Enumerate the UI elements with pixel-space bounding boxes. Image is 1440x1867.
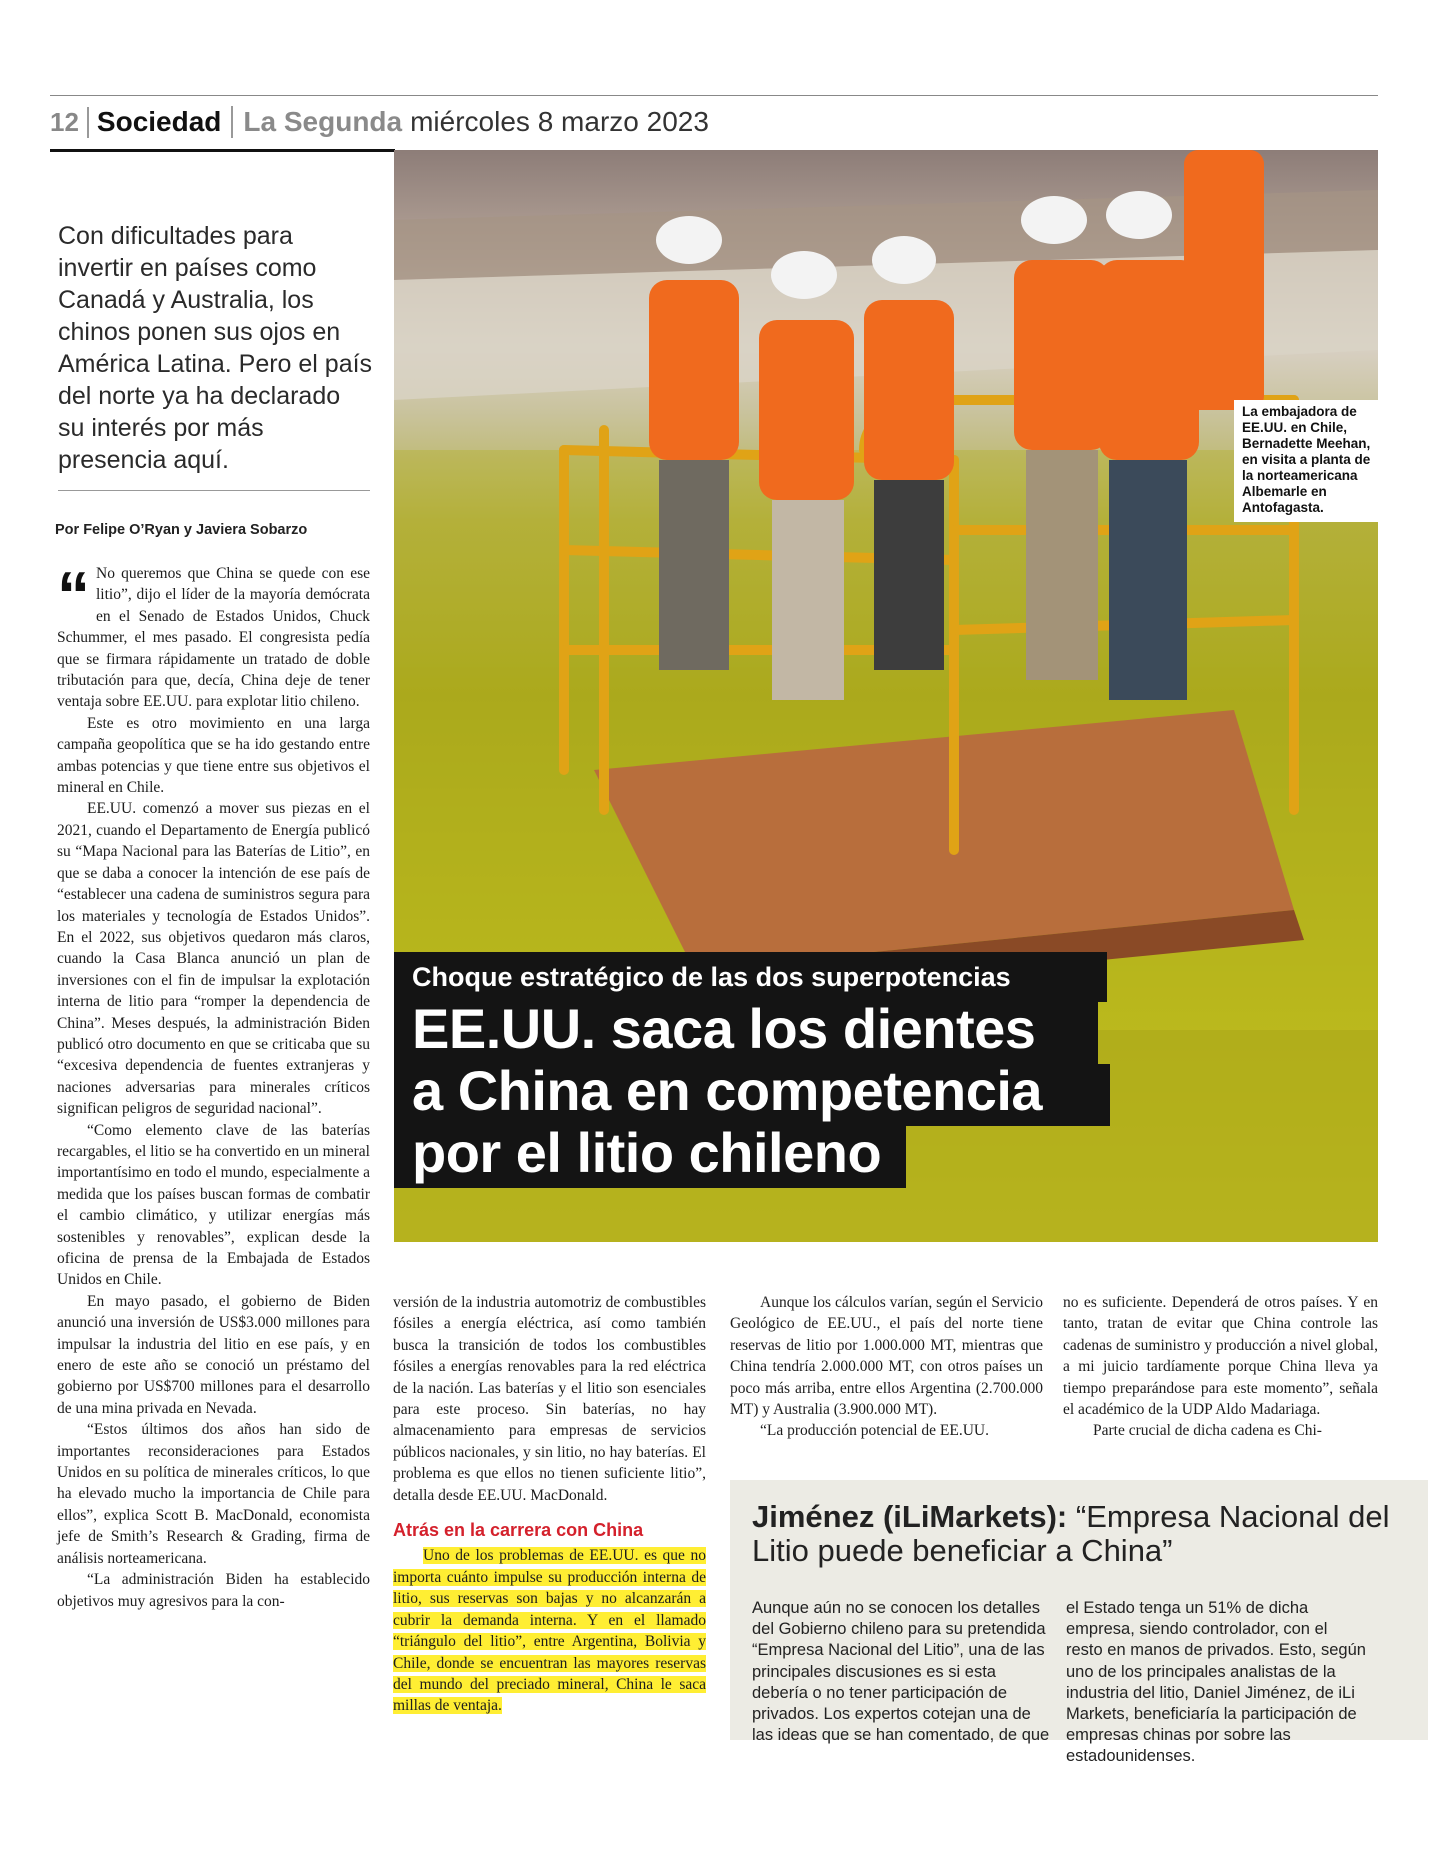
newspaper-name: La Segunda — [243, 106, 403, 137]
paragraph: “Estos últimos dos años han sido de importantes reconsideraciones para Estados Unidos en su política de minerales críticos, lo que ha elevado mucho la importancia de Chile para ellos”, explica Scott B. MacDonald, economista jefe de Smith’s Research & Grading, firma de análisis norteamericana. — [57, 1421, 370, 1567]
paragraph: “Como elemento clave de las baterías recargables, el litio se ha convertido en un mineral importantísimo en todo el mundo, especialmente a medida que los países buscan formas de combatir el cambio climático, y utilizar energías más sostenibles y renovables”, explican desde la oficina de prensa de la Embajada de Estados Unidos en Chile. — [57, 1121, 370, 1289]
page-number: 12 — [50, 107, 89, 138]
page-header — [50, 100, 709, 144]
section-name: Sociedad — [97, 106, 233, 138]
highlight: Uno de los problemas de EE.UU. es que no importa cuánto impulse su producción interna de litio, sus reservas son bajas y no alcanzarán a cubrir la demanda interna. Y en el llamado “triángulo del litio”, entre Argentina, Bolivia y Chile, donde se encuentran las mayores reservas del mundo del preciado mineral, China le saca millas de ventaja. — [393, 1547, 706, 1715]
top-rule — [50, 95, 1378, 96]
article-deck: Con dificultades para invertir en países como Canadá y Australia, los chinos ponen sus ojos en América Latina. Pero el país del norte ya ha declarado su interés por más presencia aquí. — [58, 222, 373, 474]
sidebar-title — [752, 1500, 1412, 1568]
sidebar-title-quote: “Empresa Nacional del Litio puede beneficiar a China” — [752, 1499, 1390, 1568]
sidebar-column-2: el Estado tenga un 51% de dicha empresa, siendo controlador, con el resto en manos de privados. Esto, según uno de los principales analistas de la industria del litio, Daniel Jiménez, de iLi Markets, beneficiaría la participación de empresas chinas por sobre las estadounidenses. — [1066, 1599, 1366, 1766]
body-column-3 — [730, 1292, 1043, 1442]
kicker-text: Choque estratégico de las dos superpotencias — [412, 962, 1011, 992]
paragraph: “La producción potencial de EE.UU. — [760, 1422, 989, 1440]
issue-date: miércoles 8 marzo 2023 — [410, 106, 709, 137]
dropcap-quote: “ — [57, 558, 90, 632]
body-column-1 — [57, 558, 370, 1612]
paragraph: no es suficiente. Dependerá de otros países. Y en tanto, tratan de evitar que China controle las cadenas de suministro y producción a nivel global, a mi juicio tardíamente porque China lleva ya tiempo preparándose para este momento”, señala el académico de la UDP Aldo Madariaga. — [1063, 1294, 1378, 1419]
headline-line-3: por el litio chileno — [412, 1121, 882, 1184]
byline: Por Felipe O’Ryan y Javiera Sobarzo — [55, 522, 308, 538]
photo-caption: La embajadora de EE.UU. en Chile, Bernadette Meehan, en visita a planta de la norteamericana Albemarle en Antofagasta. — [1234, 400, 1382, 522]
body-column-2 — [393, 1292, 706, 1717]
headline-line-2: a China en competencia — [412, 1059, 1043, 1122]
paragraph: No queremos que China se quede con ese litio”, dijo el líder de la mayoría demócrata en el Senado de Estados Unidos, Chuck Schummer, el mes pasado. El congresista pedía que se firmara rápidamente un tratado de doble tributación para que, decía, China deje de tener ventaja sobre EE.UU. para explotar litio chileno. — [57, 565, 370, 711]
deck-rule — [58, 490, 370, 491]
subheading: Atrás en la carrera con China — [393, 1520, 644, 1541]
sidebar-column-1: Aunque aún no se conocen los detalles del Gobierno chileno para su pretendida “Empresa Nacional del Litio”, una de las principales discusiones es si esta debería o no tener participación de privados. Los expertos cotejan una de las ideas que se han comentado, de que — [752, 1599, 1050, 1745]
paragraph: Parte crucial de dicha cadena es Chi- — [1093, 1422, 1322, 1440]
highlighted-paragraph — [393, 1545, 706, 1716]
headline-line-1: EE.UU. saca los dientes — [412, 997, 1036, 1060]
sidebar-title-bold: Jiménez (iLiMarkets): — [752, 1499, 1068, 1534]
paragraph: Aunque los cálculos varían, según el Servicio Geológico de EE.UU., el país del norte tiene reservas de litio por 1.000.000 MT, mientras que China tendría 2.000.000 MT, con otros países un poco más arriba, entre ellos Argentina (2.700.000 MT) y Australia (3.900.000 MT). — [730, 1294, 1043, 1419]
header-rule — [50, 149, 395, 152]
headline — [412, 998, 1042, 1184]
paragraph: Este es otro movimiento en una larga campaña geopolítica que se ha ido gestando entre ambas potencias y que tiene entre sus objetivos el mineral en Chile. — [57, 714, 370, 797]
body-column-4 — [1063, 1292, 1378, 1442]
paragraph: versión de la industria automotriz de combustibles fósiles a energía eléctrica, así como también busca la transición de todos los combustibles fósiles a energías renovables para la red eléctrica de la nación. Las baterías y el litio son esenciales para este proceso. Sin baterías, no hay almacenamiento para empresas de servicios públicos nacionales, y sin litio, no hay baterías. El problema es que ellos no tienen suficiente litio”, detalla desde EE.UU. MacDonald. — [393, 1294, 706, 1504]
paragraph: EE.UU. comenzó a mover sus piezas en el 2021, cuando el Departamento de Energía publicó su “Mapa Nacional para las Baterías de Litio”, en que se daba a conocer la intención de ese país de “establecer una cadena de suministros segura para los materiales y tecnología de Estados Unidos”. En el 2022, sus objetivos quedaron más claros, cuando la Casa Blanca anunció un plan de inversiones con el fin de impulsar la explotación interna de litio para “romper la dependencia de China”. Meses después, la administración Biden publicó otro documento en que se criticaba que su “excesiva dependencia de fuentes extranjeras y naciones adversarias para minerales críticos significan peligros de seguridad nacional”. — [57, 800, 370, 1118]
paragraph: “La administración Biden ha establecido objetivos muy agresivos para la con- — [57, 1571, 370, 1610]
paragraph: En mayo pasado, el gobierno de Biden anunció una inversión de US$3.000 millones para impulsar la industria del litio en ese país, y en enero de este año se conoció un préstamo del gobierno por US$700 millones para el desarrollo de una mina privada en Nevada. — [57, 1292, 370, 1417]
